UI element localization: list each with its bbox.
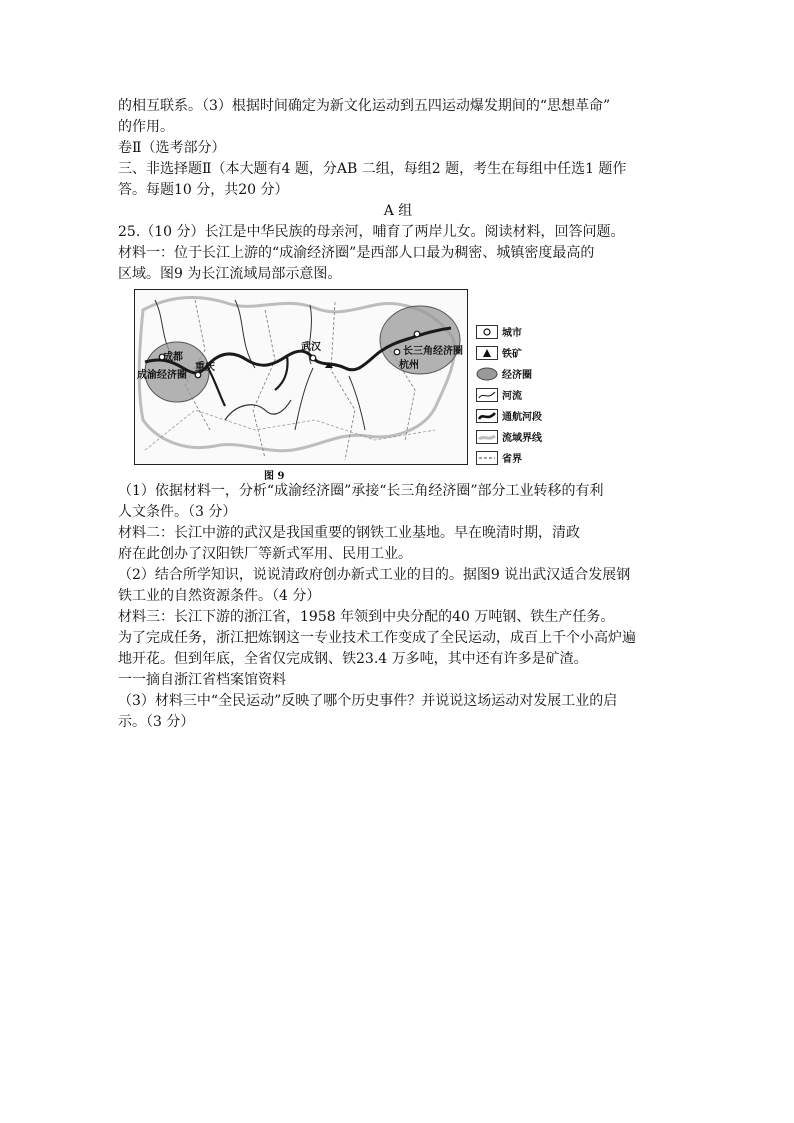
river-line xyxy=(295,368,313,430)
legend-label: 流域界线 xyxy=(502,433,542,444)
city-marker-shanghai xyxy=(414,331,420,337)
city-marker-wuhan xyxy=(310,355,316,361)
legend-label: 河流 xyxy=(502,391,522,402)
question-text: 人文条件。（3 分） xyxy=(118,504,237,520)
province-boundary xyxy=(253,310,275,458)
material-text: 为了完成任务，浙江把炼钢这一专业技术工作变成了全民运动，成百上千个小高炉遍 xyxy=(118,630,636,646)
yangtze-basin-figure xyxy=(134,289,542,482)
province-boundary xyxy=(145,410,435,450)
label-chongqing: 重庆 xyxy=(195,362,215,373)
map-legend xyxy=(476,321,556,468)
province-boundary-icon xyxy=(476,451,498,465)
material-text: 材料二：长江中游的武汉是我国重要的钢铁工业基地。早在晚清时期，清政 xyxy=(118,525,580,541)
group-title: A 组 xyxy=(383,203,413,219)
section-instructions: 三、非选择题Ⅱ（本大题有4 题，分AB 二组，每组2 题，考生在每组中任选1 题作 xyxy=(118,161,627,177)
city-icon xyxy=(476,325,498,339)
legend-label: 通航河段 xyxy=(502,412,542,423)
legend-item xyxy=(476,363,556,384)
legend-item xyxy=(476,342,556,363)
yangtze-delta-economic-circle xyxy=(380,306,460,374)
question-text: （3）材料三中“全民运动”反映了哪个历史事件？并说说这场运动对发展工业的启 xyxy=(118,693,618,709)
figure-caption: 图 9 xyxy=(264,471,285,482)
question-text: （1）依据材料一，分析“成渝经济圈”承接“长三角经济圈”部分工业转移的有利 xyxy=(118,483,604,499)
legend-label: 铁矿 xyxy=(502,349,522,360)
material-text: 府在此创办了汉阳铁厂等新式军用、民用工业。 xyxy=(118,546,412,562)
navigable-river-icon xyxy=(476,409,498,423)
material-text: 材料三：长江下游的浙江省，1958 年领到中央分配的40 万吨钢、铁生产任务。 xyxy=(118,609,615,625)
question-text: 示。（3 分） xyxy=(118,714,195,730)
river-icon xyxy=(476,388,498,402)
document-page xyxy=(118,96,678,733)
section-instructions: 答。每题10 分，共20 分） xyxy=(118,182,289,198)
river-line xyxy=(225,400,291,420)
question-text: 铁工业的自然资源条件。（4 分） xyxy=(118,588,321,604)
section-heading: 卷Ⅱ（选考部分） xyxy=(118,140,226,156)
iron-mine-icon xyxy=(476,346,498,360)
basin-boundary-icon xyxy=(476,430,498,444)
legend-item xyxy=(476,384,556,405)
material-text: 地开花。但到年底，全省仅完成钢、铁23.4 万多吨，其中还有许多是矿渣。 xyxy=(118,651,588,667)
label-wuhan: 武汉 xyxy=(301,342,321,353)
label-hangzhou: 杭州 xyxy=(399,360,419,371)
legend-item xyxy=(476,405,556,426)
material-text: 区域。图9 为长江流域局部示意图。 xyxy=(118,266,342,282)
legend-item xyxy=(476,447,556,468)
legend-item xyxy=(476,321,556,342)
text-line: 的相互联系。（3）根据时间确定为新文化运动到五四运动爆发期间的“思想革命” xyxy=(118,98,611,114)
legend-label: 经济圈 xyxy=(502,370,532,381)
river-line xyxy=(349,376,365,430)
city-marker-hangzhou xyxy=(394,349,400,355)
material-text: 材料一：位于长江上游的“成渝经济圈”是西部人口最为稠密、城镇密度最高的 xyxy=(118,245,595,261)
label-chengdu: 成都 xyxy=(163,352,183,363)
label-chengyu-circle: 成渝经济圈 xyxy=(137,370,187,381)
economic-circle-icon xyxy=(476,367,498,381)
question-text: （2）结合所学知识，说说清政府创办新式工业的目的。据图9 说出武汉适合发展钢 xyxy=(118,567,631,583)
material-source: 一一摘自浙江省档案馆资料 xyxy=(118,672,286,688)
label-yangtze-delta: 长三角经济圈 xyxy=(403,346,463,357)
city-marker-chongqing xyxy=(195,372,201,378)
legend-label: 城市 xyxy=(502,328,522,339)
question-stem: 25.（10 分）长江是中华民族的母亲河，哺育了两岸儿女。阅读材料，回答问题。 xyxy=(118,224,625,240)
legend-label: 省界 xyxy=(502,454,522,465)
yangtze-basin-map xyxy=(134,289,468,465)
legend-item xyxy=(476,426,556,447)
text-line: 的作用。 xyxy=(118,119,174,135)
